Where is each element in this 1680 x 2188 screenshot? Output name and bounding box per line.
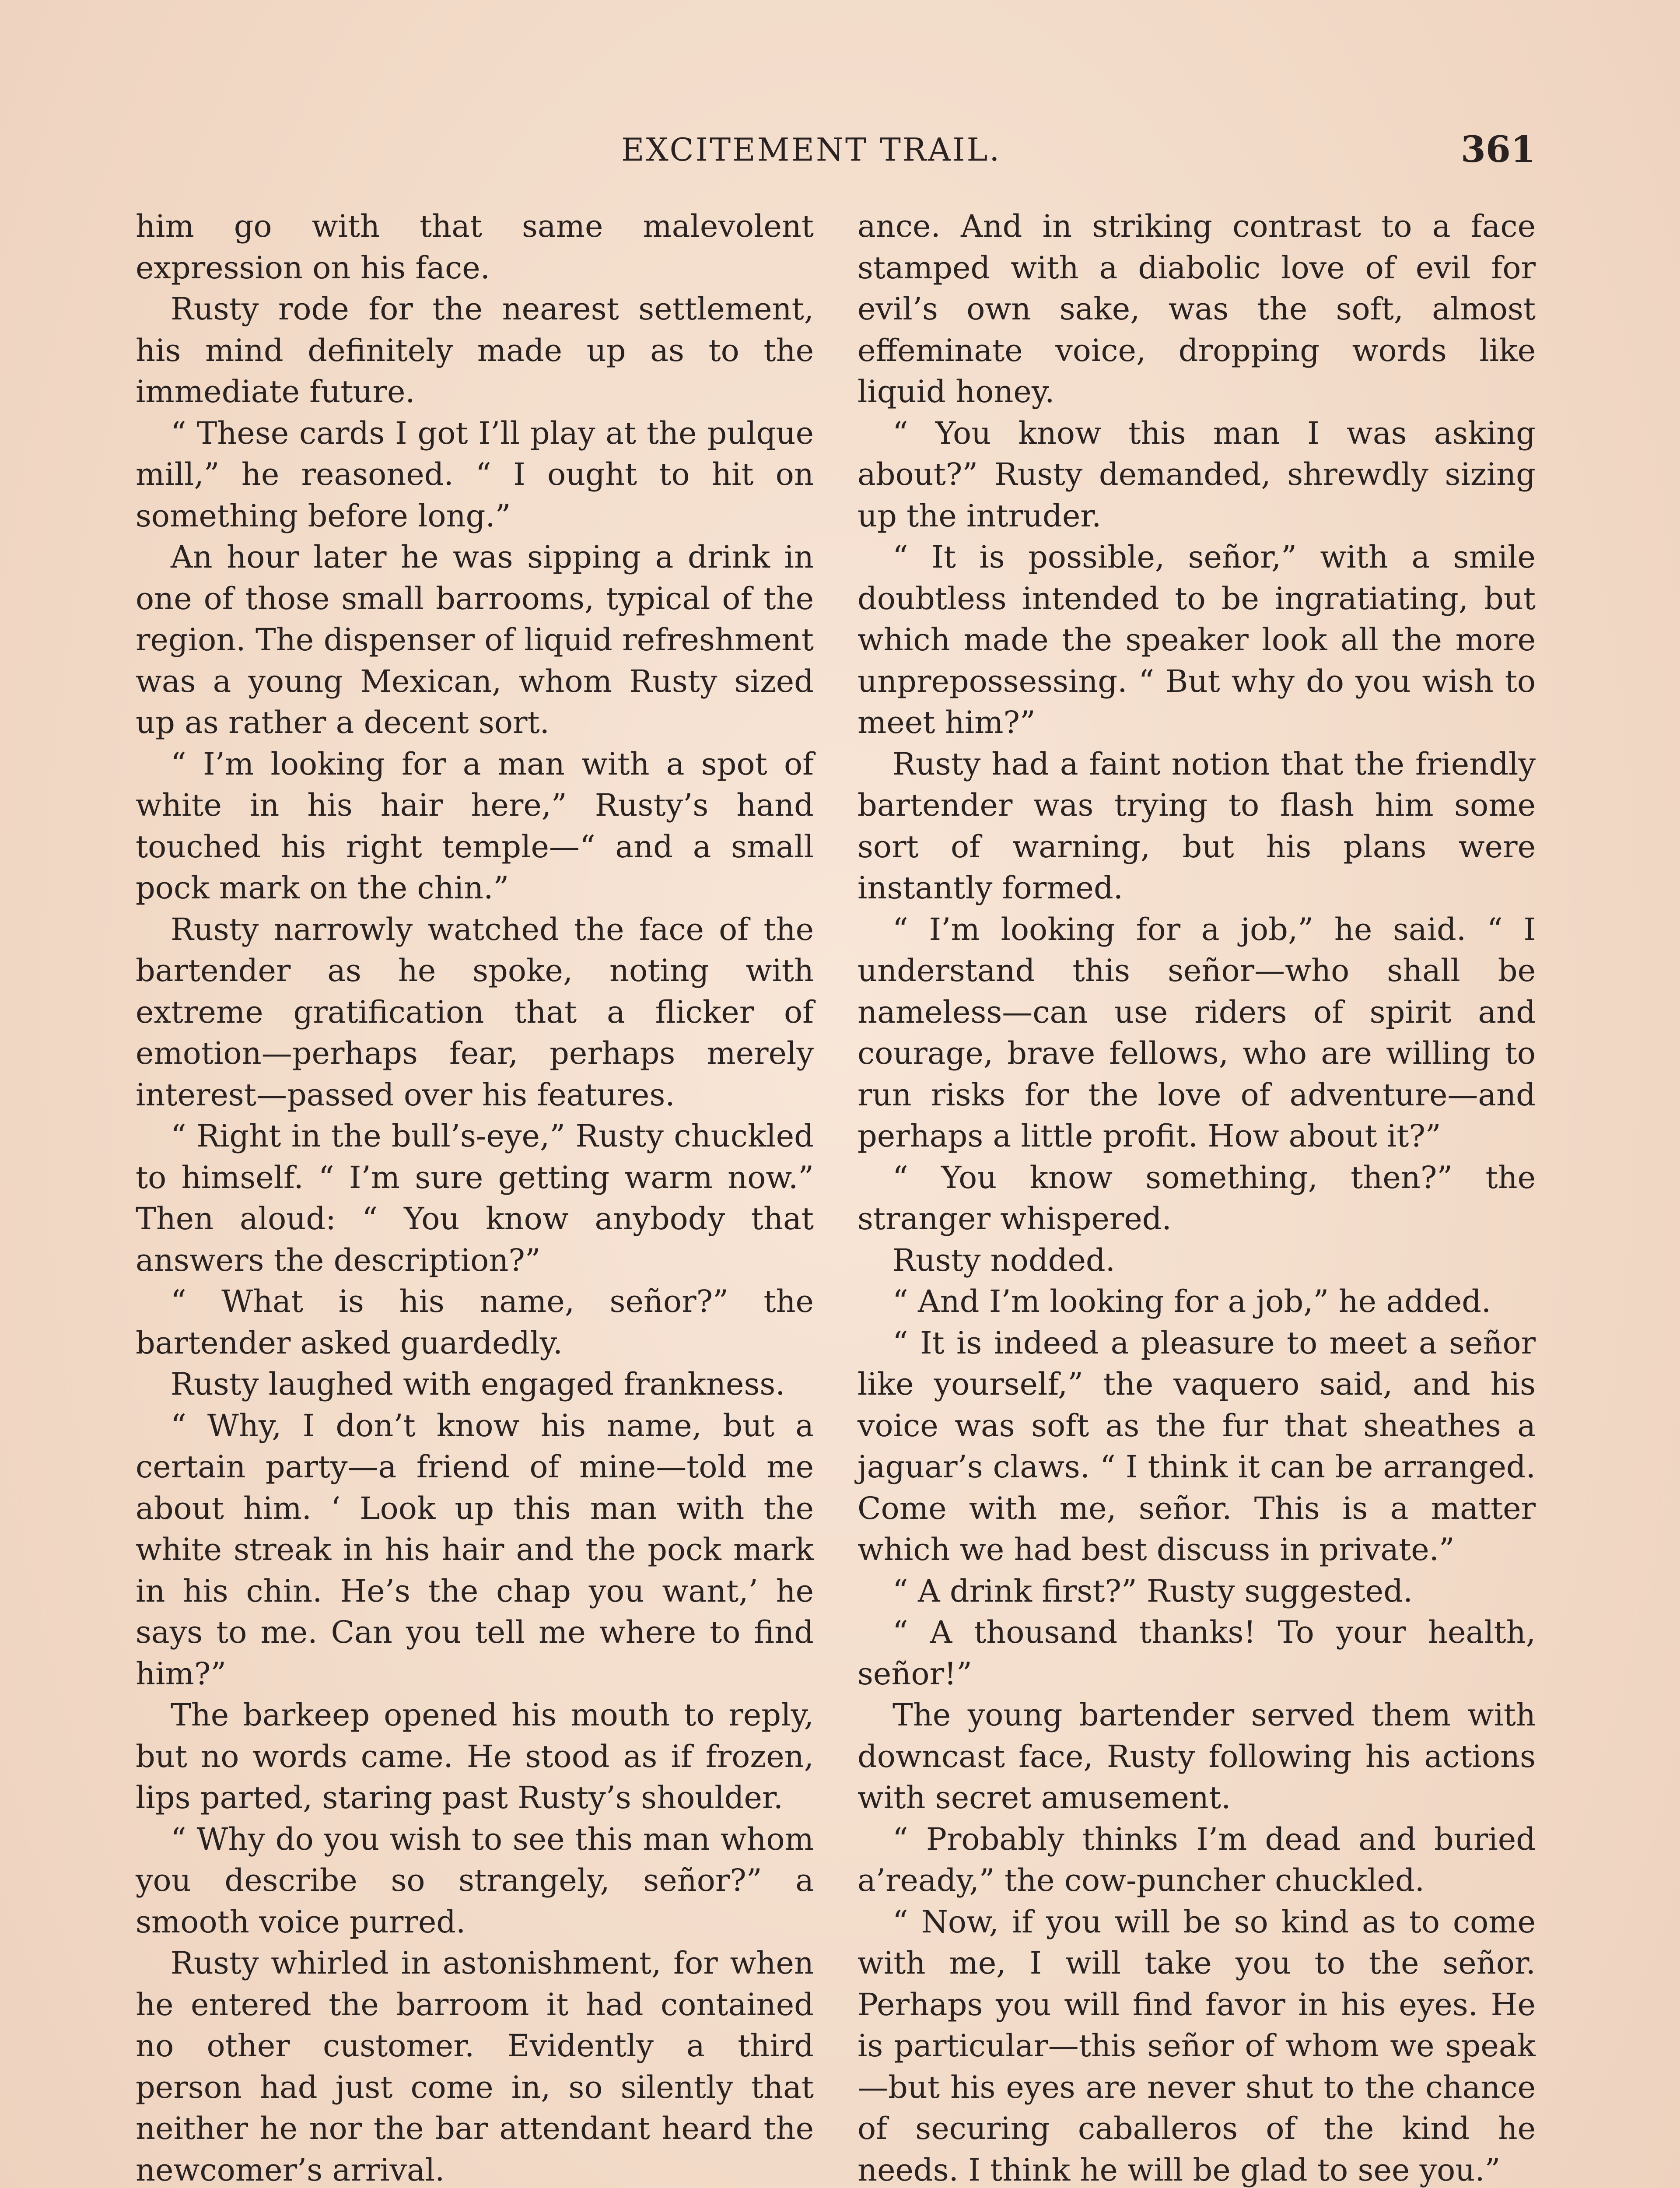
paragraph: Rusty nodded. (892, 1242, 1115, 1278)
paragraph: The young bartender served them with downcast face, Rusty following his actions with secret amusement. (858, 1697, 1536, 1816)
paragraph: “ These cards I got I’ll play at the pulque mill,” he reasoned. “ I ought to hit on something before long.” (136, 415, 814, 534)
page-number: 361 (1460, 129, 1536, 171)
paragraph: “ You know this man I was asking about?” Rusty demanded, shrewdly sizing up the intruder. (858, 415, 1536, 534)
running-title: EXCITEMENT TRAIL. (621, 131, 1001, 168)
paragraph: Rusty had a faint notion that the friendly bartender was trying to flash him some sort of warning, but his plans were instantly formed. (858, 746, 1536, 906)
paragraph: The barkeep opened his mouth to reply, but no words came. He stood as if frozen, lips parted, staring past Rusty’s shoulder. (136, 1697, 814, 1816)
text-columns (136, 206, 1536, 2188)
paragraph: ance. And in striking contrast to a face stamped with a diabolic love of evil for evil’s own sake, was the soft, almost effeminate voice, dropping words like liquid honey. (858, 208, 1536, 410)
paragraph: “ Probably thinks I’m dead and buried a’ready,” the cow-puncher chuckled. (858, 1821, 1536, 1898)
paragraph: Rusty laughed with engaged frankness. (171, 1366, 785, 1402)
paragraph: Rusty rode for the nearest settlement, his mind definitely made up as to the immediate future. (136, 291, 814, 410)
paragraph: him go with that same malevolent expression on his face. (136, 208, 814, 286)
paragraph: Rusty narrowly watched the face of the bartender as he spoke, noting with extreme gratification that a flicker of emotion—perhaps fear, perhaps merely interest—passed over his features. (136, 911, 814, 1113)
paragraph: An hour later he was sipping a drink in one of those small barrooms, typical of the region. The dispenser of liquid refreshment was a young Mexican, whom Rusty sized up as rather a decent sort. (136, 539, 814, 740)
paragraph: “ What is his name, señor?” the bartender asked guardedly. (136, 1283, 814, 1361)
paragraph: “ Why do you wish to see this man whom you describe so strangely, señor?” a smooth voice purred. (136, 1821, 814, 1940)
paragraph: “ A thousand thanks! To your health, señor!” (858, 1614, 1536, 1692)
paragraph: “ You know something, then?” the stranger whispered. (858, 1159, 1536, 1237)
paragraph: “ I’m looking for a man with a spot of white in his hair here,” Rusty’s hand touched his right temple—“ and a small pock mark on the chin.” (136, 746, 814, 906)
paragraph: “ It is indeed a pleasure to meet a señor like yourself,” the vaquero said, and his voice was soft as the fur that sheathes a jaguar’s claws. “ I think it can be arranged. Come with me, señor. This is a matter which we had best discuss in private.” (858, 1325, 1536, 1567)
paragraph: “ A drink first?” Rusty suggested. (892, 1573, 1413, 1609)
paragraph: “ Right in the bull’s-eye,” Rusty chuckled to himself. “ I’m sure getting warm now.” Then aloud: “ You know anybody that answers the description?” (136, 1118, 814, 1278)
paragraph: “ Why, I don’t know his name, but a certain party—a friend of mine—told me about him. ‘ Look up this man with the white streak in his hair and the pock mark in his chin. He’s the chap you want,’ he says to me. Can you tell me where to find him?” (136, 1407, 814, 1692)
paragraph: Rusty whirled in astonishment, for when he entered the barroom it had contained no other customer. Evidently a third person had just come in, so silently that neither he nor the bar attendant heard the newcomer’s arrival. (136, 1945, 814, 2188)
right-column (858, 206, 1536, 2188)
paragraph: “ And I’m looking for a job,” he added. (892, 1283, 1491, 1319)
paragraph: “ It is possible, señor,” with a smile doubtless intended to be ingratiating, but which made the speaker look all the more unprepossessing. “ But why do you wish to meet him?” (858, 539, 1536, 740)
left-column (136, 206, 814, 2188)
page-header (136, 131, 1536, 179)
paragraph: “ Now, if you will be so kind as to come with me, I will take you to the señor. Perhaps you will find favor in his eyes. He is particular—this señor of whom we speak —but his eyes are never shut to the chance of securing caballeros of the kind he needs. I think he will be glad to see you.” (858, 1904, 1536, 2188)
paragraph: “ I’m looking for a job,” he said. “ I understand this señor—who shall be nameless—can use riders of spirit and courage, brave fellows, who are willing to run risks for the love of adventure—and perhaps a little profit. How about it?” (858, 911, 1536, 1154)
